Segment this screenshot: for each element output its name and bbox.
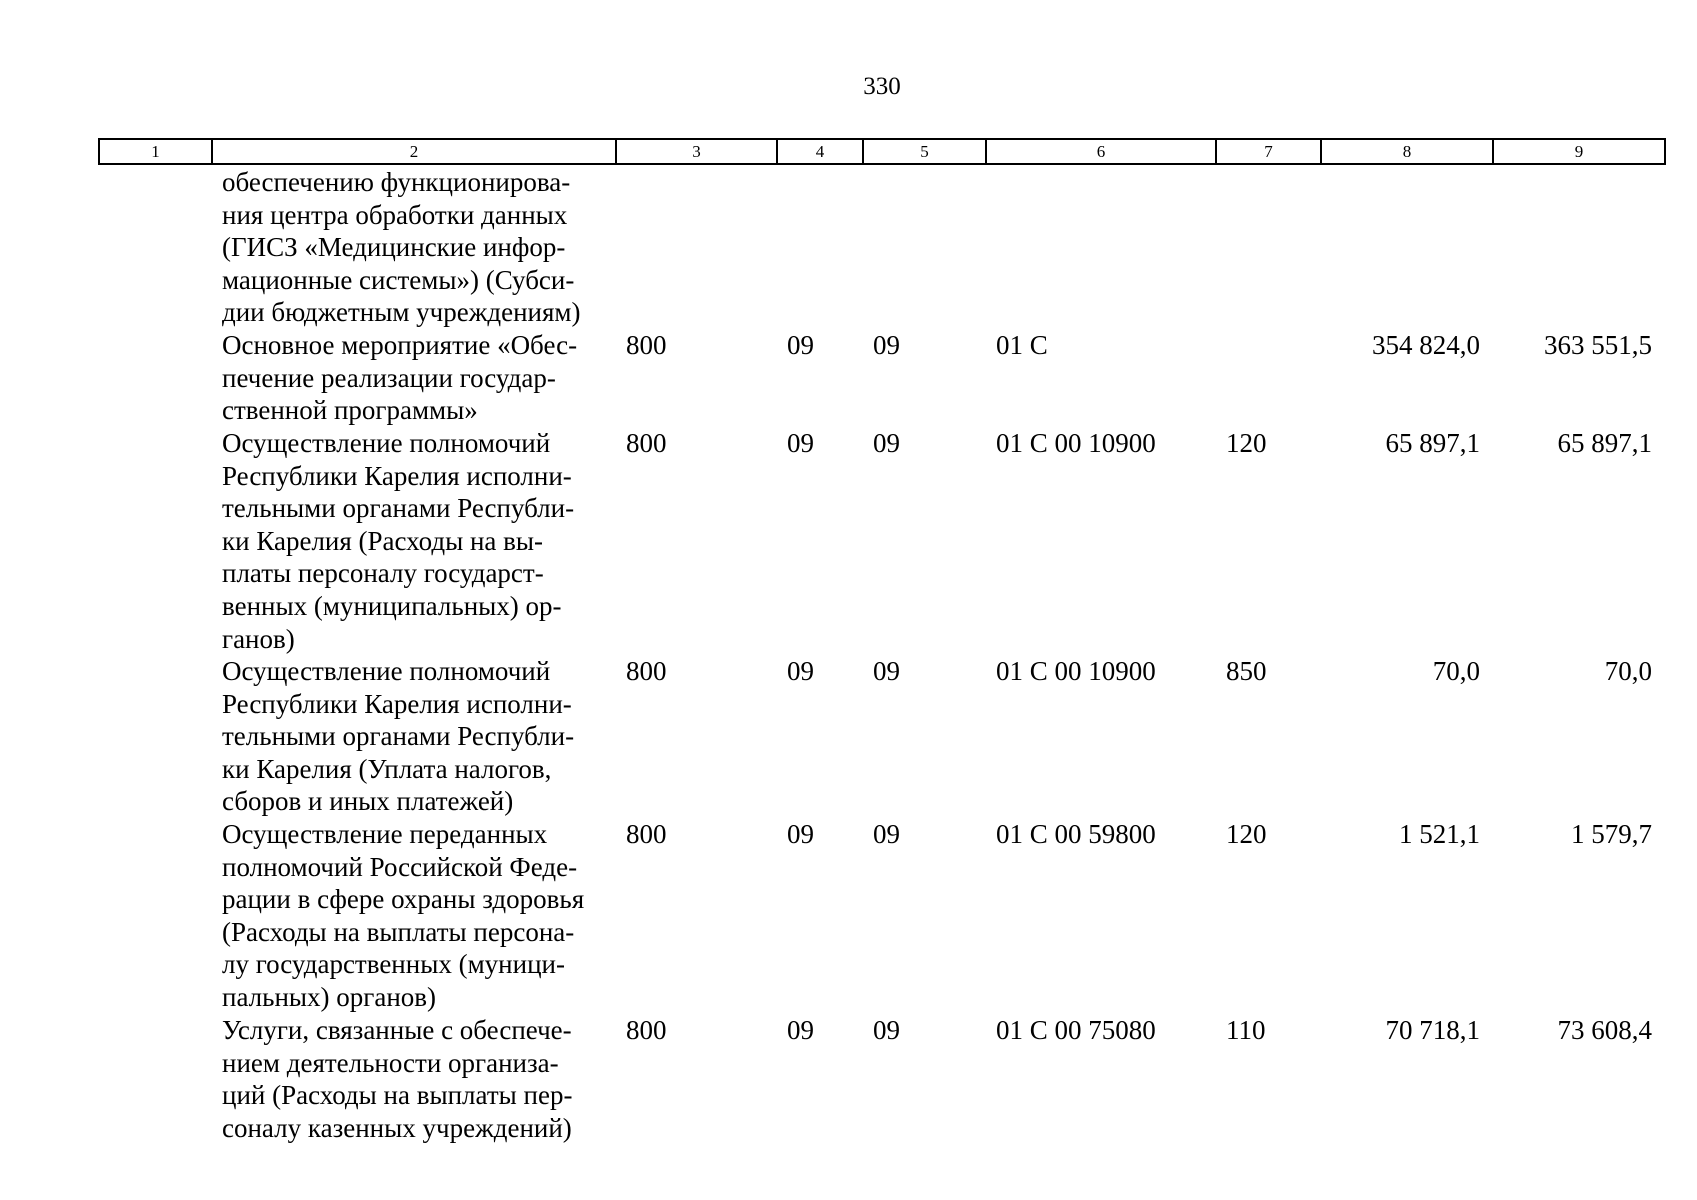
amount-col-8: 65 897,1 bbox=[1385, 428, 1480, 458]
row-name-line: Услуги, связанные с обеспече- bbox=[222, 1015, 572, 1045]
row-name-line: тельными органами Республи- bbox=[222, 721, 575, 752]
row-name-line: тельными органами Республи- bbox=[222, 493, 575, 524]
expense-type-code: 120 bbox=[1226, 819, 1267, 849]
section-code: 09 bbox=[787, 330, 814, 360]
row-name-line: ганов) bbox=[222, 623, 295, 654]
row-name-line: Осуществление полномочий bbox=[222, 428, 551, 458]
row-name-cell bbox=[222, 655, 612, 818]
row-name-line: ки Карелия (Расходы на вы- bbox=[222, 525, 544, 556]
column-number-6: 6 bbox=[986, 139, 1216, 164]
row-name-cell bbox=[222, 166, 612, 329]
subsection-code: 09 bbox=[873, 330, 900, 360]
amount-col-8: 1 521,1 bbox=[1399, 819, 1480, 849]
column-number-1: 1 bbox=[99, 139, 212, 164]
row-name-cell bbox=[222, 329, 612, 427]
section-code: 09 bbox=[787, 656, 814, 686]
row-name-line: (Расходы на выплаты персона- bbox=[222, 916, 575, 947]
row-name-line: обеспечению функционирова- bbox=[222, 167, 571, 197]
column-number-9: 9 bbox=[1493, 139, 1665, 164]
subsection-code: 09 bbox=[873, 1015, 900, 1045]
section-code: 09 bbox=[787, 428, 814, 458]
ministry-code: 800 bbox=[626, 428, 667, 458]
row-name-line: платы персоналу государст- bbox=[222, 558, 544, 589]
column-number-5: 5 bbox=[863, 139, 986, 164]
amount-col-9: 70,0 bbox=[1604, 656, 1652, 686]
ministry-code: 800 bbox=[626, 330, 667, 360]
ministry-code: 800 bbox=[626, 656, 667, 686]
subsection-code: 09 bbox=[873, 656, 900, 686]
row-name-line: венных (муниципальных) ор- bbox=[222, 590, 562, 621]
row-name-cell bbox=[222, 818, 612, 1014]
column-number-8: 8 bbox=[1321, 139, 1493, 164]
row-name-line: ния центра обработки данных bbox=[222, 199, 568, 230]
row-name-line: ки Карелия (Уплата налогов, bbox=[222, 753, 552, 784]
ministry-code: 800 bbox=[626, 819, 667, 849]
row-name-line: соналу казенных учреждений) bbox=[222, 1112, 572, 1143]
row-name-line: полномочий Российской Феде- bbox=[222, 851, 578, 882]
row-name-line: пальных) органов) bbox=[222, 981, 437, 1012]
row-name-line: печение реализации государ- bbox=[222, 362, 556, 393]
ministry-code: 800 bbox=[626, 1015, 667, 1045]
expense-type-code: 850 bbox=[1226, 656, 1267, 686]
section-code: 09 bbox=[787, 819, 814, 849]
amount-col-8: 70 718,1 bbox=[1385, 1015, 1480, 1045]
row-name-line: лу государственных (муници- bbox=[222, 949, 565, 980]
row-name-line: дии бюджетным учреждениям) bbox=[222, 297, 581, 328]
subsection-code: 09 bbox=[873, 819, 900, 849]
row-name-cell bbox=[222, 1014, 612, 1144]
amount-col-9: 1 579,7 bbox=[1571, 819, 1652, 849]
row-name-line: Республики Карелия исполни- bbox=[222, 460, 572, 491]
amount-col-8: 70,0 bbox=[1432, 656, 1480, 686]
section-code: 09 bbox=[787, 1015, 814, 1045]
column-number-7: 7 bbox=[1216, 139, 1321, 164]
target-article-code: 01 С bbox=[996, 330, 1048, 360]
subsection-code: 09 bbox=[873, 428, 900, 458]
amount-col-8: 354 824,0 bbox=[1372, 330, 1480, 360]
target-article-code: 01 С 00 10900 bbox=[996, 656, 1156, 686]
row-name-line: Основное мероприятие «Обес- bbox=[222, 330, 578, 360]
expense-type-code: 120 bbox=[1226, 428, 1267, 458]
row-name-line: мационные системы») (Субси- bbox=[222, 264, 575, 295]
column-number-4: 4 bbox=[777, 139, 863, 164]
target-article-code: 01 С 00 59800 bbox=[996, 819, 1156, 849]
row-name-line: (ГИСЗ «Медицинские инфор- bbox=[222, 232, 566, 263]
row-name-cell bbox=[222, 427, 612, 655]
row-name-line: рации в сфере охраны здоровья bbox=[222, 884, 585, 915]
amount-col-9: 73 608,4 bbox=[1557, 1015, 1652, 1045]
row-name-line: ственной программы» bbox=[222, 395, 478, 426]
row-name-line: сборов и иных платежей) bbox=[222, 786, 514, 817]
target-article-code: 01 С 00 75080 bbox=[996, 1015, 1156, 1045]
column-number-2: 2 bbox=[212, 139, 616, 164]
amount-col-9: 65 897,1 bbox=[1557, 428, 1652, 458]
row-name-line: Осуществление переданных bbox=[222, 819, 548, 849]
row-name-line: Осуществление полномочий bbox=[222, 656, 551, 686]
row-name-line: нием деятельности организа- bbox=[222, 1047, 559, 1078]
row-name-line: ций (Расходы на выплаты пер- bbox=[222, 1080, 573, 1111]
page-number: 330 bbox=[863, 73, 901, 100]
amount-col-9: 363 551,5 bbox=[1544, 330, 1652, 360]
target-article-code: 01 С 00 10900 bbox=[996, 428, 1156, 458]
row-name-line: Республики Карелия исполни- bbox=[222, 688, 572, 719]
expense-type-code: 110 bbox=[1226, 1015, 1266, 1045]
column-number-3: 3 bbox=[616, 139, 777, 164]
